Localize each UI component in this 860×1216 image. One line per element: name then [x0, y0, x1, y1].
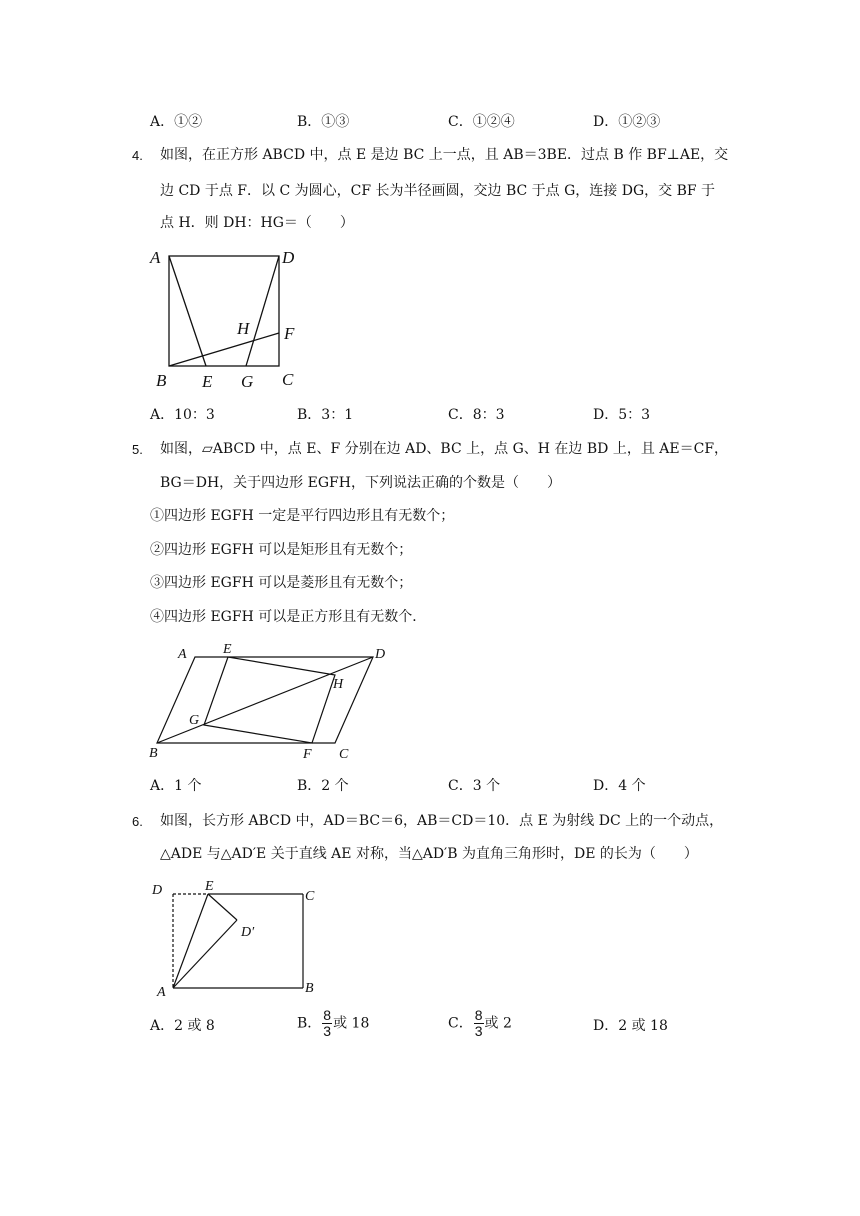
- q6-option-a: A．2 或 8: [150, 1018, 215, 1034]
- q4-stem-line3: 点 H．则 DH：HG＝（ ）: [160, 215, 354, 231]
- q6-option-c-denominator: 3: [474, 1023, 483, 1039]
- q4-segment-dg: [246, 256, 279, 366]
- q3-option-b: B．①③: [297, 114, 350, 130]
- q6-option-c-prefix: C．: [448, 1015, 473, 1032]
- q4-option-c: C．8：3: [448, 407, 505, 423]
- q6-option-b-numerator: 8: [323, 1007, 332, 1023]
- q4-option-a: A．10：3: [150, 407, 215, 423]
- q3-option-c: C．①②④: [448, 114, 515, 130]
- q6-label-d: D: [152, 883, 163, 898]
- q5-statement-4: ④四边形 EGFH 可以是正方形且有无数个．: [150, 609, 427, 625]
- q6-segment-ed-prime: [208, 894, 237, 920]
- q4-stem-line1: 如图，在正方形 ABCD 中，点 E 是边 BC 上一点，且 AB＝3BE．过点 B 作 BF⊥AE，交: [160, 147, 729, 163]
- q4-label-c: C: [282, 370, 294, 389]
- q6-label-a: A: [157, 985, 166, 1000]
- q4-label-a: A: [150, 248, 161, 267]
- q4-segment-ae: [169, 256, 206, 366]
- q4-number: 4.: [132, 148, 143, 163]
- q5-figure: [140, 638, 400, 763]
- q5-option-d: D．4 个: [593, 778, 646, 794]
- q4-label-g: G: [241, 372, 254, 391]
- q5-option-b: B．2 个: [297, 778, 349, 794]
- q3-option-a: A．①②: [150, 114, 203, 130]
- q6-label-c: C: [305, 889, 315, 904]
- q6-option-b-prefix: B．: [297, 1015, 322, 1032]
- q6-option-c: [448, 1008, 512, 1039]
- q4-label-h: H: [237, 319, 250, 338]
- q4-option-b: B．3：1: [297, 407, 354, 423]
- q4-label-f: F: [284, 324, 295, 343]
- q4-option-d: D．5：3: [593, 407, 651, 423]
- q4-label-d: D: [282, 248, 295, 267]
- q6-option-c-suffix: 或 2: [484, 1015, 512, 1032]
- q3-option-d: D．①②③: [593, 114, 661, 130]
- q6-stem-line2: △ADE 与△AD′E 关于直线 AE 对称，当△AD′B 为直角三角形时，DE 的长为（ ）: [160, 846, 698, 862]
- q6-segment-ad-prime: [173, 920, 237, 988]
- q5-statement-2: ②四边形 EGFH 可以是矩形且有无数个；: [150, 542, 413, 558]
- q5-statement-1: ①四边形 EGFH 一定是平行四边形且有无数个；: [150, 508, 455, 524]
- q6-label-e: E: [205, 879, 214, 894]
- q4-figure: [145, 245, 315, 395]
- q6-stem-line1: 如图，长方形 ABCD 中，AD＝BC＝6，AB＝CD＝10．点 E 为射线 DC 上的一个动点，: [160, 813, 724, 829]
- q6-option-c-fraction: [474, 1008, 484, 1039]
- q4-stem-line2: 边 CD 于点 F．以 C 为圆心，CF 长为半径画圆，交边 BC 于点 G，连接 DG，交 BF 于: [160, 183, 716, 199]
- q6-number: 6.: [132, 814, 143, 829]
- q5-quadrilateral-egfh: [204, 657, 335, 743]
- q5-label-d: D: [375, 647, 386, 662]
- q5-label-a: A: [178, 647, 187, 662]
- q6-label-d-prime: D′: [241, 925, 255, 940]
- q6-option-b-suffix: 或 18: [333, 1015, 370, 1032]
- q5-label-f: F: [303, 747, 312, 762]
- q4-label-e: E: [202, 372, 213, 391]
- q4-segment-bf: [169, 333, 279, 366]
- q6-option-d: D．2 或 18: [593, 1018, 668, 1034]
- q4-label-b: B: [156, 371, 167, 390]
- q5-label-g: G: [189, 713, 200, 728]
- q5-statement-3: ③四边形 EGFH 可以是菱形且有无数个；: [150, 575, 413, 591]
- q5-label-e: E: [223, 642, 232, 657]
- q6-option-b-fraction: [322, 1008, 332, 1039]
- q6-segment-ae: [173, 894, 208, 988]
- q5-option-c: C．3 个: [448, 778, 501, 794]
- q5-label-c: C: [339, 747, 349, 762]
- q5-option-a: A．1 个: [150, 778, 202, 794]
- q6-option-b: [297, 1008, 369, 1039]
- q5-label-b: B: [149, 746, 158, 761]
- q5-stem-line2: BG＝DH，关于四边形 EGFH，下列说法正确的个数是（ ）: [160, 475, 561, 491]
- q6-option-c-numerator: 8: [474, 1007, 483, 1023]
- q6-label-b: B: [305, 981, 314, 996]
- q5-label-h: H: [333, 677, 344, 692]
- q5-stem-line1: 如图，▱ABCD 中，点 E、F 分别在边 AD、BC 上，点 G、H 在边 BD 上，且 AE＝CF，: [160, 441, 729, 457]
- q6-option-b-denominator: 3: [323, 1023, 332, 1039]
- q5-number: 5.: [132, 442, 143, 457]
- q6-figure: [145, 872, 330, 1002]
